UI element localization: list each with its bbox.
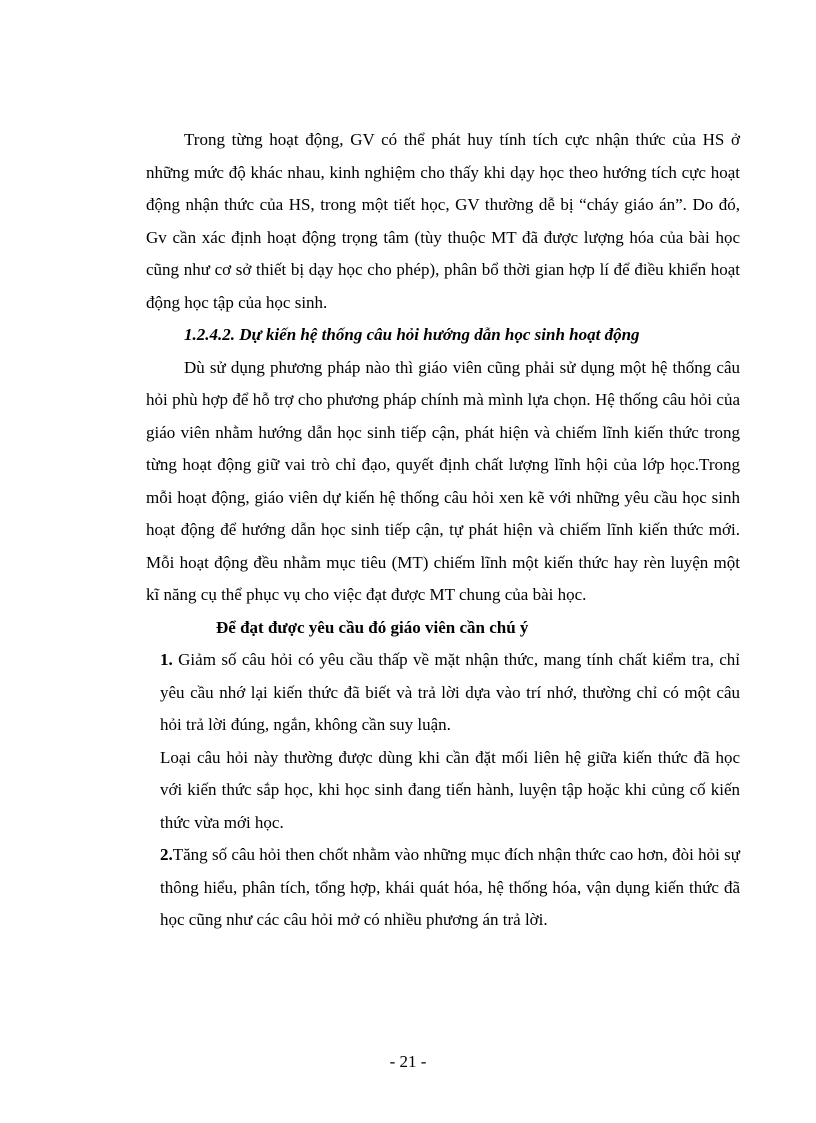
paragraph-activity-focus: Trong từng hoạt động, GV có thể phát huy tính tích cực nhận thức của HS ở những mức độ khác nhau, kinh nghiệm cho thấy khi dạy học theo hướng tích cực hoạt động nhận thức của HS, trong một tiết học, GV thường dễ bị “cháy giáo án”. Do đó, Gv cần xác định hoạt động trọng tâm (tùy thuộc MT đã được lượng hóa của bài học cũng như cơ sở thiết bị dạy học cho phép), phân bổ thời gian hợp lí để điều khiển hoạt động học tập của học sinh. <box>146 130 740 312</box>
list-item-2-text: Tăng số câu hỏi then chốt nhằm vào những mục đích nhận thức cao hơn, đòi hỏi sự thông hiểu, phân tích, tổng hợp, khái quát hóa, hệ thống hóa, vận dụng kiến thức đã học cũng như các câu hỏi mở có nhiều phương án trả lời. <box>160 845 740 929</box>
list-item-1-text: Giảm số câu hỏi có yêu cầu thấp về mặt nhận thức, mang tính chất kiểm tra, chỉ yêu cầu nhớ lại kiến thức đã biết và trả lời dựa vào trí nhớ, thường chỉ có một câu hỏi trả lời đúng, ngắn, không cần suy luận. <box>160 650 740 734</box>
requirements-heading: Để đạt được yêu cầu đó giáo viên cần chú ý <box>216 617 529 637</box>
list-item-1-note: Loại câu hỏi này thường được dùng khi cần đặt mối liên hệ giữa kiến thức đã học với kiến thức sắp học, khi học sinh đang tiến hành, luyện tập hoặc khi củng cố kiến thức vừa mới học. <box>160 747 740 832</box>
requirements-list <box>146 644 740 937</box>
section-heading: 1.2.4.2. Dự kiến hệ thống câu hỏi hướng dẫn học sinh hoạt động <box>184 325 640 344</box>
page-number: - 21 - <box>389 1052 427 1071</box>
list-item-1-number: 1. <box>160 650 173 669</box>
list-item-1 <box>160 644 740 742</box>
paragraph-question-system: Dù sử dụng phương pháp nào thì giáo viên cũng phải sử dụng một hệ thống câu hỏi phù hợp để hỗ trợ cho phương pháp chính mà mình lựa chọn. Hệ thống câu hỏi của giáo viên nhằm hướng dẫn học sinh tiếp cận, phát hiện và chiếm lĩnh kiến thức trong từng hoạt động giữ vai trò chỉ đạo, quyết định chất lượng lĩnh hội của lớp học.Trong mỗi hoạt động, giáo viên dự kiến hệ thống câu hỏi xen kẽ với những yêu cầu học sinh hoạt động để hướng dẫn học sinh tiếp cận, tự phát hiện và chiếm lĩnh kiến thức mới. Mỗi hoạt động đều nhằm mục tiêu (MT) chiếm lĩnh một kiến thức hay rèn luyện một kĩ năng cụ thể phục vụ cho việc đạt được MT chung của bài học. <box>146 357 740 604</box>
list-item-2 <box>160 839 740 937</box>
page-body <box>146 124 740 937</box>
list-item-2-number: 2. <box>160 845 173 864</box>
